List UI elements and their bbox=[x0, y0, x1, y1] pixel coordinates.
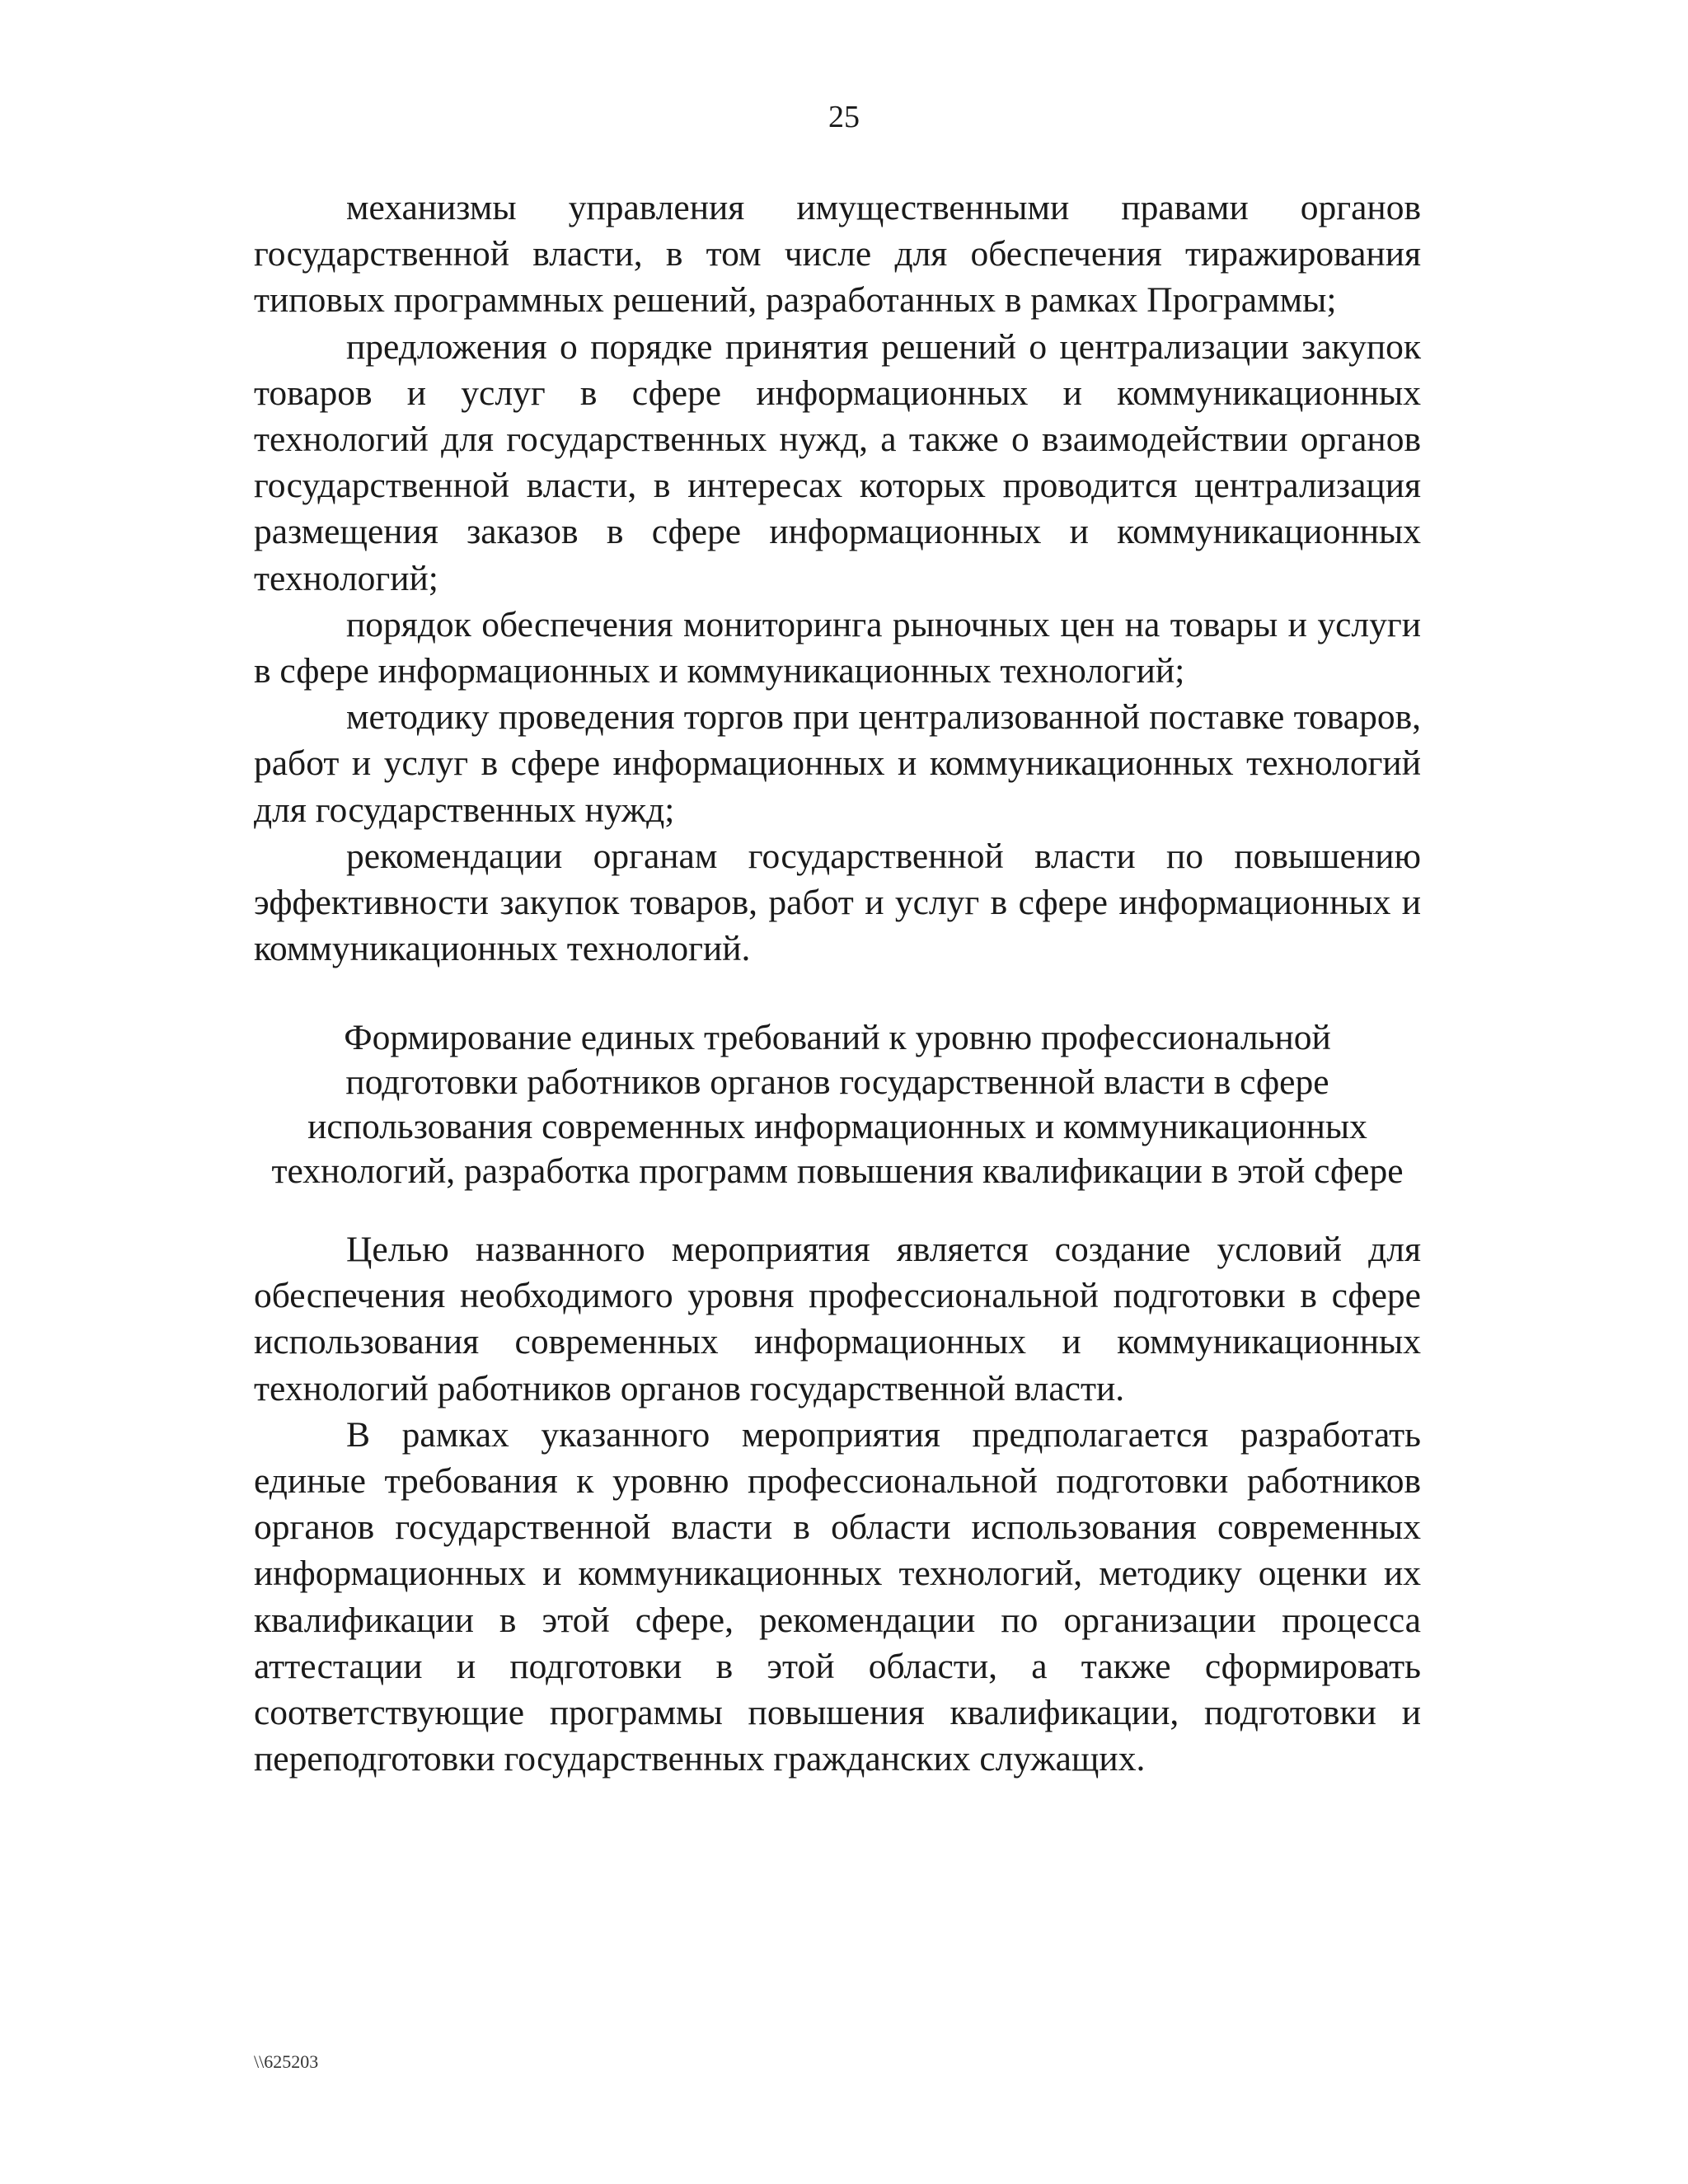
section-heading-line: технологий, разработка программ повышения квалификации в этой сфере bbox=[271, 1151, 1404, 1191]
section-paragraph: В рамках указанного мероприятия предполагается разработать единые требования к уровню профессиональной подготовки работников органов государственной власти в области использования современных информационных и коммуникационных технологий, методику оценки их квалификации в этой сфере, рекомендации по организации процесса аттестации и подготовки в этой области, а также сформировать соответствующие программы повышения квалификации, подготовки и переподготовки государственных гражданских служащих. bbox=[254, 1414, 1421, 1779]
list-item: предложения о порядке принятия решений о централизации закупок товаров и услуг в сфере информационных и коммуникационных технологий для государственных нужд, а также о взаимодействии органов государственной власти, в интересах которых проводится централизация размещения заказов в сфере информационных и коммуникационных технологий; bbox=[254, 326, 1421, 598]
page-number: 25 bbox=[828, 100, 860, 134]
section-paragraph: Целью названного мероприятия является создание условий для обеспечения необходимого уровня профессиональной подготовки в сфере использования современных информационных и коммуникационных технологий работников органов государственной власти. bbox=[254, 1230, 1421, 1408]
section-heading-line: подготовки работников органов государственной власти в сфере bbox=[345, 1062, 1329, 1102]
section-heading bbox=[254, 1015, 1421, 1193]
section-heading-line: Формирование единых требований к уровню профессиональной bbox=[344, 1018, 1331, 1057]
list-item: механизмы управления имущественными правами органов государственной власти, в том числе для обеспечения тиражирования типовых программных решений, разработанных в рамках Программы; bbox=[254, 188, 1421, 321]
list-block bbox=[254, 185, 1421, 972]
list-item: порядок обеспечения мониторинга рыночных цен на товары и услуги в сфере информационных и коммуникационных технологий; bbox=[254, 604, 1421, 691]
section-heading-line: использования современных информационных и коммуникационных bbox=[307, 1107, 1367, 1146]
list-item: рекомендации органам государственной власти по повышению эффективности закупок товаров, работ и услуг в сфере информационных и коммуникационных технологий. bbox=[254, 836, 1421, 969]
section-body bbox=[254, 1226, 1421, 1782]
list-item: методику проведения торгов при централизованной поставке товаров, работ и услуг в сфере информационных и коммуникационных технологий для государственных нужд; bbox=[254, 697, 1421, 830]
footer-document-code: \\625203 bbox=[254, 2051, 319, 2072]
